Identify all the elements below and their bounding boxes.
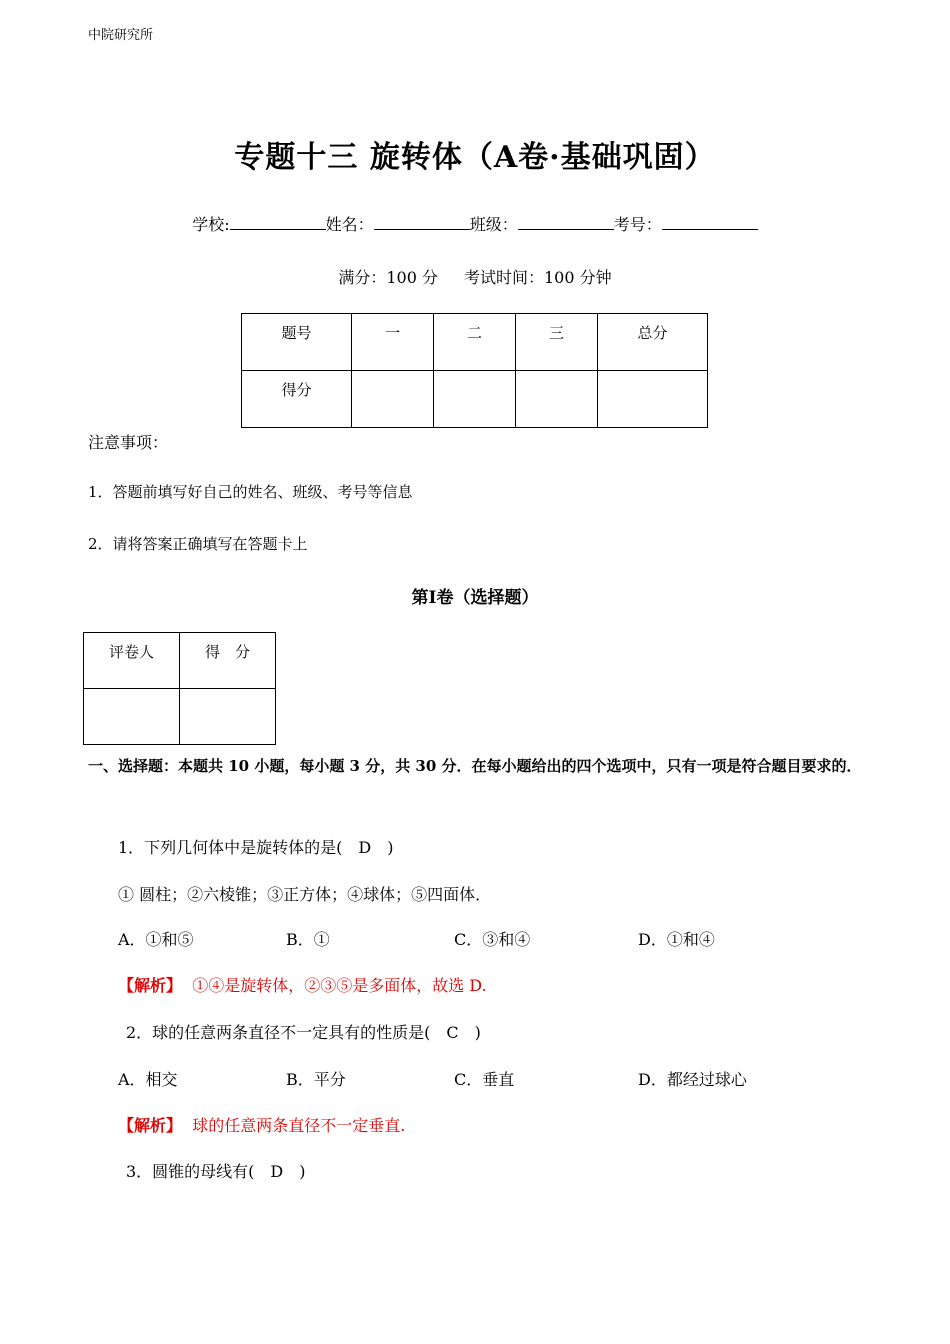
- note-item: 2．请将答案正确填写在答题卡上: [88, 535, 308, 553]
- notes-title: 注意事项：: [88, 433, 169, 452]
- option-b: B．平分: [286, 1070, 346, 1089]
- note-item: 1．答题前填写好自己的姓名、班级、考号等信息: [88, 483, 413, 501]
- section-title: 第Ⅰ卷（选择题）: [411, 588, 539, 608]
- option-c: C．③和④: [454, 930, 531, 949]
- analysis: [118, 1113, 405, 1136]
- name-label: 姓名：: [325, 215, 374, 234]
- question-extra: ① 圆柱；②六棱锥；③正方体；④球体；⑤四面体．: [118, 885, 492, 904]
- option-a: A．相交: [118, 1070, 178, 1089]
- grader-cell[interactable]: [84, 689, 180, 745]
- score-cell[interactable]: [516, 371, 598, 428]
- question-stem: 1．下列几何体中是旋转体的是( D ): [118, 838, 394, 857]
- full-score: 满分：100 分: [338, 268, 438, 287]
- header-org: 中院研究所: [88, 28, 154, 43]
- score-info-line: [0, 265, 950, 288]
- grader-label: 评卷人: [84, 633, 180, 689]
- analysis: [118, 973, 487, 996]
- score-cell[interactable]: [598, 371, 708, 428]
- question-stem: 3．圆锥的母线有( D ): [126, 1162, 306, 1181]
- score-table-header-row: [242, 314, 708, 371]
- class-blank[interactable]: [518, 215, 614, 230]
- analysis-tag: 【解析】: [118, 1116, 183, 1135]
- analysis-text: 球的任意两条直径不一定垂直.: [192, 1116, 406, 1135]
- option-d: D．都经过球心: [638, 1070, 747, 1089]
- page-title: 专题十三 旋转体（A卷·基础巩固）: [234, 140, 716, 175]
- exam-time: 考试时间：100 分钟: [464, 268, 612, 287]
- name-blank[interactable]: [374, 215, 470, 230]
- grader-score-label: 得 分: [180, 633, 276, 689]
- exam-no-label: 考号：: [613, 215, 662, 234]
- part1-heading: 一、选择题：本题共 10 小题，每小题 3 分，共 30 分．在每小题给出的四个选项中，只有一项是符合题目要求的．: [88, 757, 862, 775]
- score-table-header: 题号: [242, 314, 352, 371]
- score-table-header: 二: [434, 314, 516, 371]
- student-info-line: [0, 212, 950, 235]
- option-a: A．①和⑤: [118, 930, 194, 949]
- score-table-score-row: [242, 371, 708, 428]
- score-table-header: 总分: [598, 314, 708, 371]
- score-table-header: 一: [352, 314, 434, 371]
- question-stem: 2．球的任意两条直径不一定具有的性质是( C ): [126, 1023, 481, 1042]
- analysis-text: ①④是旋转体，②③⑤是多面体，故选 D.: [192, 976, 487, 995]
- exam-no-blank[interactable]: [662, 215, 758, 230]
- score-table: [241, 313, 708, 428]
- option-b: B．①: [286, 930, 330, 949]
- score-row-label: 得分: [242, 371, 352, 428]
- score-cell[interactable]: [434, 371, 516, 428]
- class-label: 班级：: [469, 215, 518, 234]
- grader-score-cell[interactable]: [180, 689, 276, 745]
- option-d: D．①和④: [638, 930, 715, 949]
- grader-table: [83, 632, 276, 745]
- school-label: 学校:: [192, 215, 230, 234]
- analysis-tag: 【解析】: [118, 976, 183, 995]
- score-cell[interactable]: [352, 371, 434, 428]
- school-blank[interactable]: [230, 215, 326, 230]
- score-table-header: 三: [516, 314, 598, 371]
- option-c: C．垂直: [454, 1070, 515, 1089]
